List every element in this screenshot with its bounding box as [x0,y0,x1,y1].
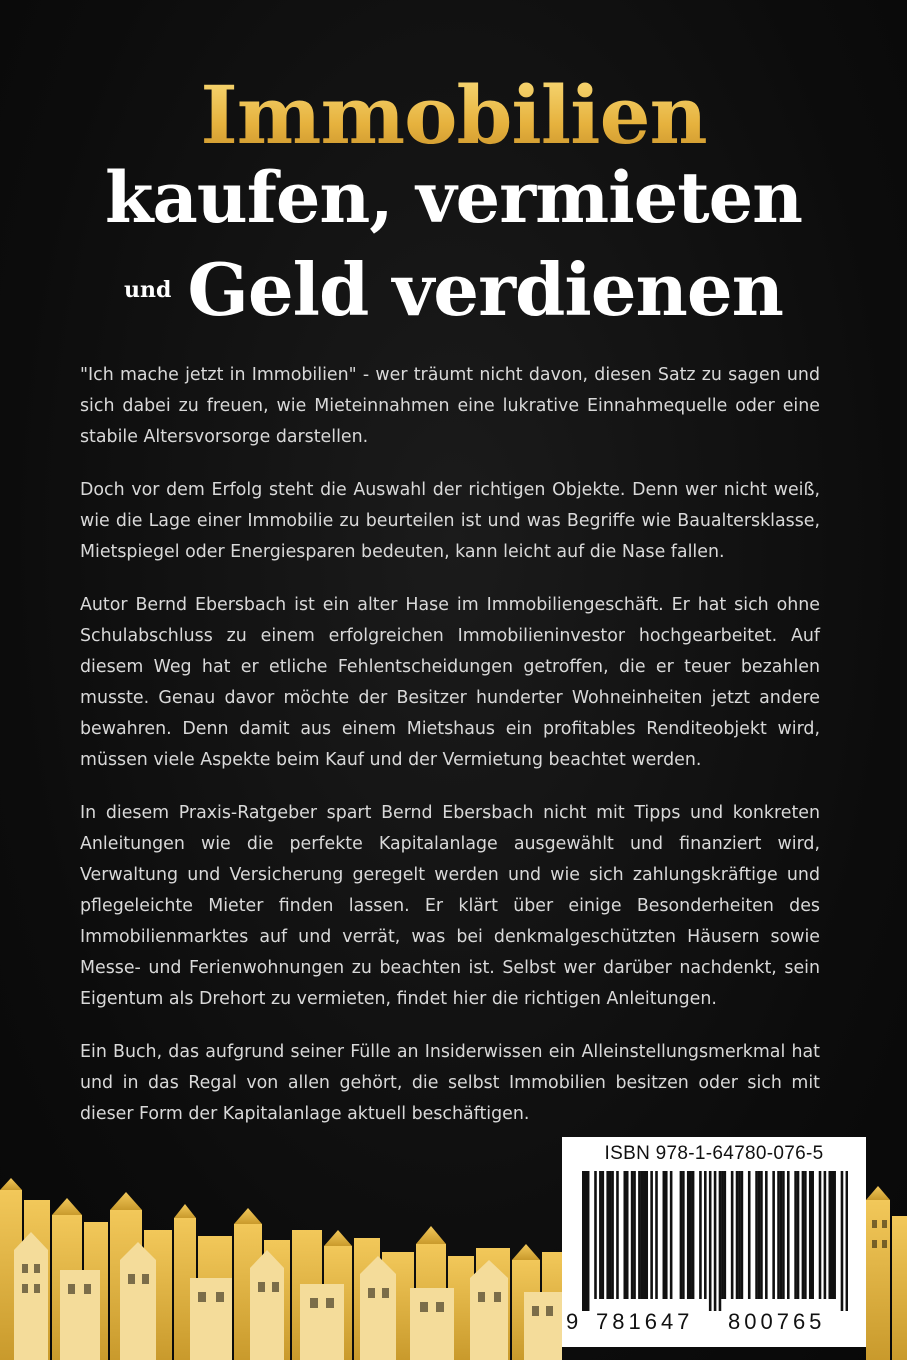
barcode-bar [780,1171,783,1299]
barcode-bar [680,1171,683,1299]
barcode-bar [692,1171,695,1299]
barcode-bar [606,1171,609,1299]
blurb [80,360,820,1152]
title-immobilien: Immobilien [0,70,907,160]
barcode-bar [738,1171,741,1299]
barcode-digits [562,1309,866,1339]
barcode-bar [777,1171,780,1299]
barcode-bar [828,1171,831,1299]
barcode-bar [802,1171,805,1299]
isbn-barcode-box [562,1137,866,1347]
barcode-bar [841,1171,844,1311]
barcode-bar [626,1171,629,1299]
barcode-bar [760,1171,763,1299]
barcode-bar [611,1171,614,1299]
barcode-bar [638,1171,641,1299]
title-geld-verdienen [0,247,907,332]
barcode-bar [623,1171,626,1299]
barcode-bar [804,1171,807,1299]
barcode-bar [609,1171,612,1299]
barcode-bar [755,1171,758,1299]
blurb-paragraph-2: Doch vor dem Erfolg steht die Auswahl der richtigen Objekte. Denn wer nicht weiß, wie die Lage einer Immobilie zu beurteilen ist und was Begriffe wie Baualtersklasse, Mietspiegel oder Energiesparen bedeuten, kann leicht auf die Nase fallen. [80,480,820,562]
blurb-paragraph-3: Autor Bernd Ebersbach ist ein alter Hase im Immobiliengeschäft. Er hat sich ohne Schulabschluss zu einem erfolgreichen Immobilieninvestor hochgearbeitet. Auf diesem Weg hat er etliche Fehlentscheidungen getroffen, die er teuer bezahlen musste. Genau davor möchte der Besitzer hunderter Wohneinheiten jetzt andere bewahren. Denn damit aus einem Mietshaus ein profitables Renditeobjekt wird, müssen viele Aspekte beim Kauf und der Vermietung beachtet werden. [80,595,820,770]
isbn-label: ISBN 978-1-64780-076-5 [604,1143,824,1164]
barcode-bar [831,1171,834,1299]
barcode-bar [824,1171,827,1299]
blurb-paragraph-5: Ein Buch, das aufgrund seiner Fülle an Insiderwissen ein Alleinstellungsmerkmal hat und in das Regal von allen gehört, die selbst Immobilien besitzen oder sich mit dieser Form der Kapitalanlage aktuell beschäftigen. [80,1042,820,1124]
barcode-bar [633,1171,636,1299]
barcode-bar [704,1171,707,1299]
barcode-bar [709,1171,712,1311]
barcode-bar [741,1171,744,1299]
barcode-bar [599,1171,602,1299]
barcode-bar [670,1171,673,1299]
barcode-bar [587,1171,590,1311]
barcode-bar [584,1171,587,1311]
barcode-bar [809,1171,812,1299]
barcode-bar [714,1171,717,1311]
barcode-bar [765,1171,768,1299]
barcode-bar [721,1171,724,1299]
barcode-bar [782,1171,785,1299]
barcode-bar [631,1171,634,1299]
barcode-bar [758,1171,761,1299]
barcode-bar [699,1171,702,1299]
title-kaufen-vermieten: kaufen, vermieten [104,156,803,239]
barcode-bar [643,1171,646,1299]
barcode-bar [665,1171,668,1299]
barcode-right-group: 800765 [728,1309,826,1334]
barcode-bar [594,1171,597,1299]
barcode-bar [797,1171,800,1299]
barcode-bar [724,1171,727,1299]
barcode-bar [787,1171,790,1299]
barcode-bar [833,1171,836,1299]
barcode-bar [846,1171,848,1311]
barcode-bar [731,1171,734,1299]
barcode-bar [650,1171,653,1299]
barcode-bar [663,1171,666,1299]
barcode-bar [719,1171,722,1311]
blurb-paragraph-4: In diesem Praxis-Ratgeber spart Bernd Ebersbach nicht mit Tipps und konkreten Anleitungen wie die perfekte Kapitalanlage ausgewählt und finanziert wird, Verwaltung und Versicherung geregelt werden und wie sich zahlungskräftige und pflegeleichte Mieter finden lassen. Er klärt über einige Besonderheiten des Immobilienmarktes auf und verrät, was bei denkmalgeschützten Häusern sowie Messe- und Ferienwohnungen zu beachten ist. Selbst wer darüber nachdenkt, sein Eigentum als Drehort zu vermieten, findet hier die richtigen Anleitungen. [80,803,820,1009]
blurb-paragraph-1: "Ich mache jetzt in Immobilien" - wer träumt nicht davon, diesen Satz zu sagen und sich dabei zu freuen, wie Mieteinnahmen eine lukrative Einnahmequelle oder eine stabile Altersvorsorge darstellen. [80,365,820,447]
barcode-bar [641,1171,644,1299]
barcode-bar [602,1171,605,1299]
barcode-bar [794,1171,797,1299]
barcode-bar [682,1171,685,1299]
barcode-bar [582,1171,585,1311]
barcode-left-group: 781647 [596,1309,694,1334]
barcode-bar [736,1171,739,1299]
barcode-first-digit: 9 [566,1309,579,1334]
barcode-bar [772,1171,775,1299]
barcode-bar [645,1171,648,1299]
barcode-bar [655,1171,658,1299]
barcode-bar [811,1171,814,1299]
barcode-bar [616,1171,619,1299]
barcode-bar [748,1171,751,1299]
title-und: und [123,277,172,303]
barcode-image [582,1171,848,1311]
barcode-bar [819,1171,822,1299]
barcode-bar [687,1171,690,1299]
barcode-bar [689,1171,692,1299]
title-geld-verdienen-text: Geld verdienen [187,247,784,332]
